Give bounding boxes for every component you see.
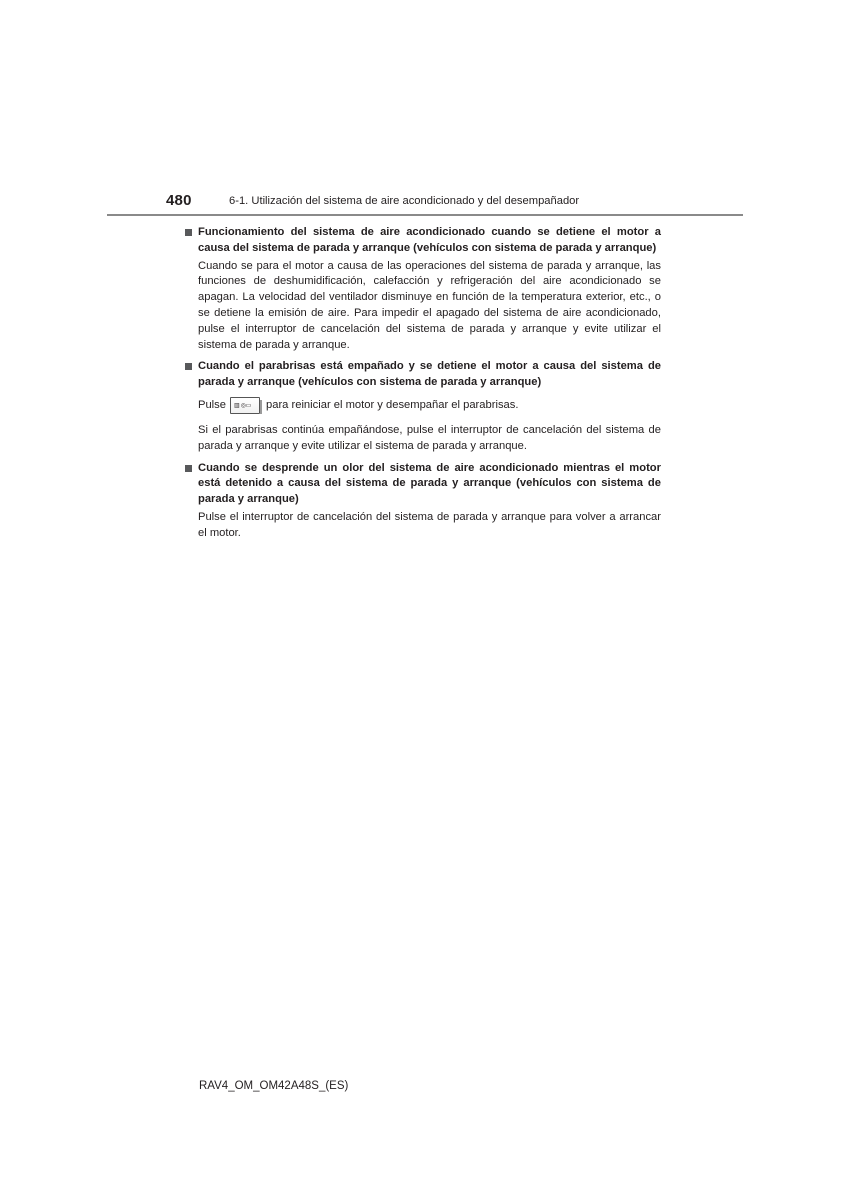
topic-body: Cuando se para el motor a causa de las operaciones del sistema de parada y arranque, las funciones de deshumidificación, calefacción y refrigeración del aire acondicionado se apagan. La velocidad del ventilador disminuye en función de la temperatura exterior, etc., o se detiene la emisión de aire. Para impedir el apagado del sistema de aire acondicionado, pulse el interruptor de cancelación del sistema de parada y arranque y evite utilizar el sistema de parada y arranque. — [198, 259, 661, 351]
press-suffix: para reiniciar el motor y desempañar el parabrisas. — [266, 398, 519, 411]
square-bullet-icon — [185, 465, 192, 472]
topic-heading-text: Cuando el parabrisas está empañado y se detiene el motor a causa del sistema de parada y arranque (vehículos con sistema de parada y arranque) — [198, 360, 661, 389]
topic-body: Pulse el interruptor de cancelación del sistema de parada y arranque para volver a arrancar el motor. — [198, 510, 661, 539]
topic-heading — [185, 359, 661, 391]
topic-body: Si el parabrisas continúa empañándose, pulse el interruptor de cancelación del sistema de parada y arranque y evite utilizar el sistema de parada y arranque. — [198, 423, 661, 452]
press-prefix: Pulse — [198, 398, 226, 411]
header-divider — [107, 214, 743, 216]
topic-heading — [185, 225, 661, 257]
footer-doc-code: RAV4_OM_OM42A48S_(ES) — [199, 1080, 349, 1092]
page-header — [0, 188, 743, 218]
topic-heading-text: Cuando se desprende un olor del sistema de aire acondicionado mientras el motor está detenido a causa del sistema de parada y arranque (vehículos con sistema de parada y arranque) — [198, 461, 661, 506]
square-bullet-icon — [185, 229, 192, 236]
topic-heading — [185, 461, 661, 508]
press-instruction — [185, 397, 661, 414]
topic-ac-stop-start — [185, 225, 661, 353]
section-title: 6-1. Utilización del sistema de aire acondicionado y del desempañador — [229, 195, 580, 207]
square-bullet-icon — [185, 363, 192, 370]
topic-ac-odor — [185, 461, 661, 542]
topic-windshield-fogged — [185, 359, 661, 454]
topic-heading-text: Funcionamiento del sistema de aire acondicionado cuando se detiene el motor a causa del sistema de parada y arranque (vehículos con sistema de parada y arranque) — [198, 226, 661, 254]
switch-glyph: ▥ ◎▭ — [234, 402, 252, 409]
page-content — [185, 225, 661, 546]
front-defogger-switch-icon — [230, 397, 260, 414]
page-number: 480 — [166, 192, 192, 209]
